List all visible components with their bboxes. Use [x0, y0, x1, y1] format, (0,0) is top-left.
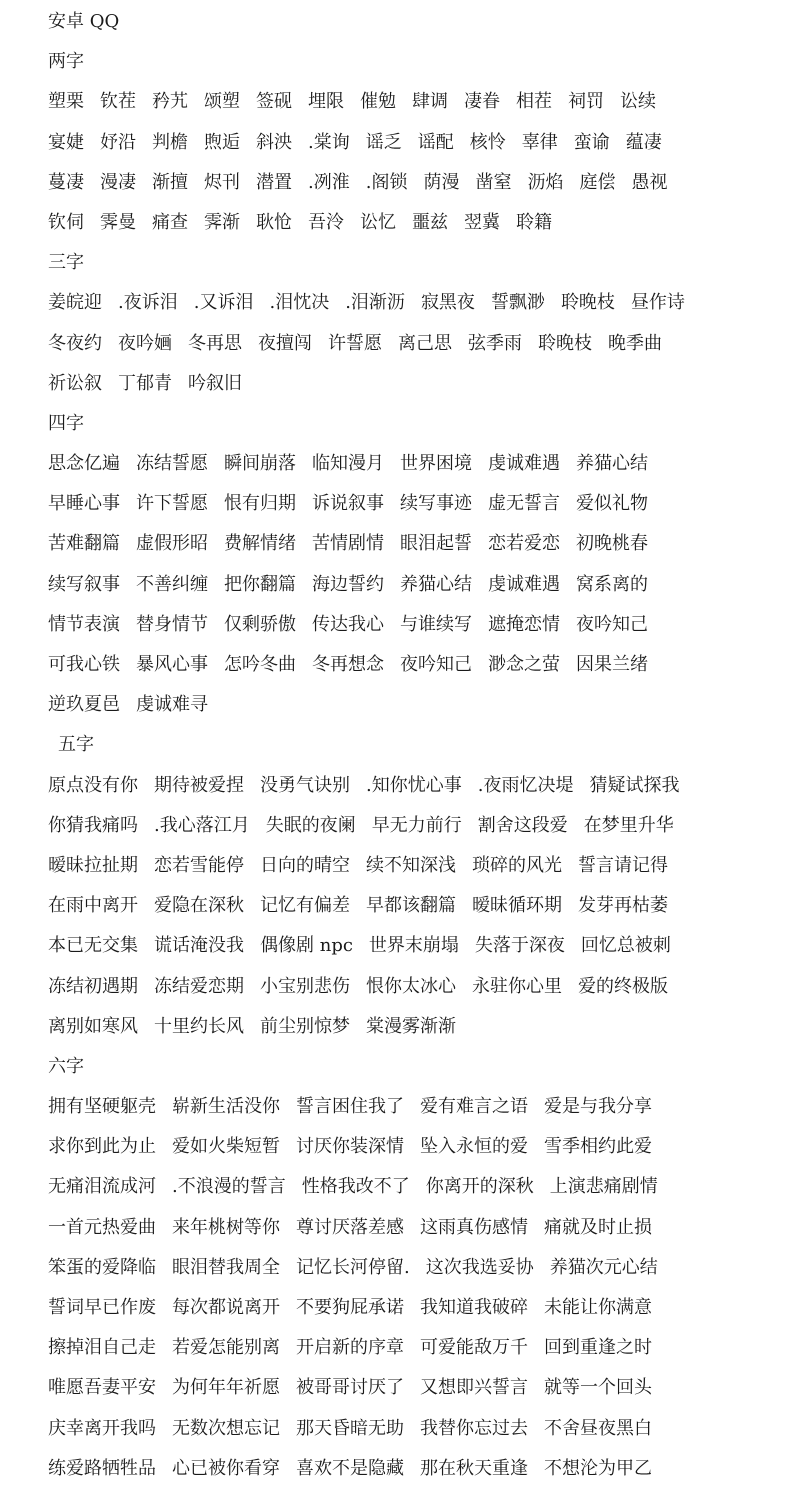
word-row	[48, 524, 788, 564]
nickname-word: 无痛泪流成河	[48, 1176, 156, 1198]
nickname-word: 渺念之萤	[488, 654, 560, 675]
nickname-word: 爱似礼物	[576, 493, 648, 515]
nickname-word: 冬再思	[188, 332, 242, 354]
nickname-word: 塑栗	[48, 91, 84, 113]
nickname-word: 续写事迹	[400, 493, 472, 515]
nickname-word: 谣乏	[365, 131, 402, 153]
nickname-word: 誓言困住我了	[296, 1096, 404, 1118]
nickname-word: 弦季雨	[468, 332, 522, 354]
nickname-word: 猜疑试探我	[589, 774, 680, 796]
nickname-word: 辜律	[521, 131, 558, 153]
nickname-word: 遮掩恋情	[488, 613, 560, 635]
nickname-word: 爱隐在深秋	[154, 895, 244, 917]
nickname-word: 唯愿吾妻平安	[48, 1377, 156, 1399]
nickname-word: 夜吟知己	[400, 654, 472, 675]
nickname-word: 世界困境	[400, 453, 472, 475]
nickname-word: 练爱路牺牲品	[48, 1457, 156, 1479]
nickname-word: 寂黑夜	[420, 292, 475, 314]
section-heading: 两字	[48, 51, 84, 73]
nickname-word: 一首元热爱曲	[48, 1216, 156, 1238]
nickname-word: 世界末崩塌	[368, 935, 459, 957]
nickname-word: 临知漫月	[312, 453, 384, 475]
nickname-word: 割舍这段爱	[477, 814, 568, 836]
nickname-word: 苦难翻篇	[48, 533, 120, 555]
nickname-word: 仅剩骄傲	[224, 613, 296, 635]
nickname-word: 海边誓约	[312, 573, 384, 595]
nickname-word: 不想沦为甲乙	[544, 1457, 652, 1479]
section-block	[48, 404, 788, 726]
nickname-word: 本已无交集	[48, 935, 138, 957]
word-row	[48, 685, 788, 725]
word-row	[48, 645, 788, 685]
document-body	[48, 2, 788, 1489]
nickname-word: .泪忱决	[269, 292, 330, 314]
nickname-word: 愚视	[631, 171, 668, 193]
nickname-word: 凿窒	[475, 171, 512, 193]
nickname-word: 诉说叙事	[312, 493, 384, 515]
nickname-word: .冽淮	[308, 171, 350, 193]
nickname-word: 蕴凄	[625, 131, 662, 153]
nickname-word: 谎话淹没我	[154, 935, 244, 957]
nickname-word: 怎吟冬曲	[224, 654, 296, 675]
nickname-word: 签砚	[256, 91, 292, 113]
word-row	[48, 203, 788, 243]
nickname-word: 爱的终极版	[578, 975, 668, 997]
nickname-word: 恨有归期	[224, 493, 296, 515]
nickname-word: 开启新的序章	[296, 1337, 404, 1359]
nickname-word: 斜泱	[256, 131, 292, 153]
nickname-word: 坠入永恒的爱	[420, 1136, 528, 1158]
nickname-word: 恨你太冰心	[366, 975, 456, 997]
nickname-word: .阁锁	[365, 171, 408, 193]
nickname-word: 暧昧拉扯期	[48, 854, 138, 876]
nickname-word: 不舍昼夜黑白	[544, 1417, 652, 1439]
nickname-word: 日向的晴空	[260, 854, 350, 876]
nickname-word: .又诉泪	[193, 292, 254, 314]
nickname-word: 颂塑	[204, 91, 240, 113]
nickname-word: .夜诉泪	[118, 292, 178, 314]
word-row	[48, 926, 788, 966]
nickname-word: 早都该翻篇	[366, 895, 456, 917]
nickname-word: 矜艽	[152, 91, 188, 113]
nickname-word: 求你到此为止	[48, 1136, 156, 1158]
nickname-word: 冻结爱恋期	[154, 975, 244, 997]
nickname-word: 姜皖迎	[48, 292, 102, 314]
word-row	[48, 1208, 788, 1248]
nickname-word: 失落于深夜	[474, 935, 565, 957]
nickname-word: 来年桃树等你	[172, 1216, 280, 1238]
nickname-word: 棠漫雾渐渐	[366, 1015, 456, 1037]
nickname-word: 与谁续写	[400, 613, 472, 635]
nickname-word: 不善纠缠	[136, 573, 208, 595]
nickname-word: 你离开的深秋	[425, 1176, 534, 1198]
nickname-word: 没勇气诀别	[260, 774, 350, 796]
nickname-word: 续写叙事	[48, 573, 120, 595]
nickname-word: 窝系离的	[576, 573, 648, 595]
nickname-word: 未能让你满意	[544, 1297, 652, 1318]
nickname-word: 许下誓愿	[136, 493, 208, 515]
nickname-word: 早睡心事	[48, 493, 120, 515]
nickname-word: 回忆总被刺	[580, 935, 671, 957]
nickname-word: 心已被你看穿	[172, 1457, 280, 1479]
nickname-word: 因果兰绪	[576, 654, 648, 675]
nickname-word: 翌冀	[464, 211, 500, 233]
nickname-word: 你猜我痛吗	[48, 814, 138, 836]
nickname-word: 夜吟婳	[118, 332, 172, 354]
word-row	[48, 1007, 788, 1047]
word-row	[48, 605, 788, 645]
nickname-word: 不要狗屁承诺	[296, 1297, 404, 1318]
word-row	[48, 1449, 788, 1489]
nickname-word: 噩兹	[412, 211, 448, 233]
nickname-word: 在雨中离开	[48, 895, 138, 917]
nickname-word: 上演悲痛剧情	[549, 1176, 658, 1198]
nickname-word: 爱如火柴短暂	[172, 1136, 280, 1158]
nickname-word: 情节表演	[48, 613, 120, 635]
nickname-word: .棠询	[308, 131, 350, 153]
nickname-word: 许誓愿	[328, 332, 382, 354]
nickname-word: 传达我心	[312, 613, 384, 635]
nickname-word: 耿怆	[256, 211, 292, 233]
nickname-word: 痛查	[152, 211, 188, 233]
nickname-word: 讼续	[620, 91, 656, 113]
nickname-word: 无数次想忘记	[172, 1417, 280, 1439]
section-block	[48, 42, 788, 243]
nickname-word: 庭偿	[579, 171, 616, 193]
nickname-word: 雪季相约此爱	[544, 1136, 652, 1158]
nickname-word: 我知道我破碎	[420, 1297, 528, 1318]
nickname-word: 为何年年祈愿	[172, 1377, 280, 1399]
nickname-word: 那天昏暗无助	[296, 1417, 404, 1439]
nickname-word: 冬夜约	[48, 332, 102, 354]
nickname-word: 肆调	[412, 91, 448, 113]
nickname-word: 性格我改不了	[301, 1176, 410, 1198]
nickname-word: 讼忆	[360, 211, 396, 233]
section-heading: 六字	[48, 1055, 84, 1077]
nickname-word: 养猫次元心结	[549, 1256, 658, 1278]
nickname-word: 恋若爱恋	[488, 533, 560, 555]
sections-container	[48, 42, 788, 1489]
nickname-word: 祠罚	[568, 91, 604, 113]
nickname-word: .不浪漫的誓言	[172, 1176, 286, 1198]
nickname-word: .知你忧心事	[366, 774, 462, 796]
nickname-word: 宴婕	[48, 131, 84, 153]
nickname-word: 费解情绪	[224, 533, 296, 555]
word-row	[48, 1288, 788, 1328]
nickname-word: 失眠的夜阑	[265, 814, 356, 836]
nickname-word: 聆晚枝	[538, 332, 592, 354]
nickname-word: 偶像剧 npc	[260, 935, 353, 957]
nickname-word: 可我心铁	[48, 654, 120, 675]
nickname-word: 暧昧循环期	[472, 895, 562, 917]
nickname-word: 钦伺	[48, 211, 84, 233]
nickname-word: 庆幸离开我吗	[48, 1417, 156, 1439]
nickname-word: 爱是与我分享	[544, 1096, 652, 1118]
nickname-word: 笨蛋的爱降临	[48, 1256, 156, 1278]
nickname-word: 十里约长风	[154, 1015, 244, 1037]
nickname-word: 离己思	[398, 332, 452, 354]
word-row	[48, 324, 788, 364]
nickname-word: 养猫心结	[400, 573, 472, 595]
nickname-word: 霁渐	[204, 211, 240, 233]
nickname-word: 虔诚难遇	[488, 573, 560, 595]
nickname-word: 尊讨厌落差感	[296, 1216, 404, 1238]
nickname-word: 眼泪替我周全	[172, 1256, 280, 1278]
nickname-word: 期待被爱捏	[154, 774, 244, 796]
nickname-word: 记忆有偏差	[260, 895, 350, 917]
nickname-word: 凄眷	[464, 91, 500, 113]
word-row	[48, 846, 788, 886]
nickname-word: 讨厌你装深情	[296, 1136, 404, 1158]
nickname-word: 瞬间崩落	[224, 453, 296, 475]
nickname-word: 被哥哥讨厌了	[296, 1377, 404, 1399]
section-block	[48, 1047, 788, 1489]
word-row	[48, 1127, 788, 1167]
word-row	[48, 886, 788, 926]
nickname-word: 夜擅闯	[258, 332, 312, 354]
nickname-word: 养猫心结	[576, 453, 648, 475]
nickname-word: 烬刊	[204, 171, 240, 193]
nickname-word: .夜雨忆决堤	[477, 774, 574, 796]
nickname-word: 前尘别惊梦	[260, 1015, 350, 1037]
nickname-word: 替身情节	[136, 613, 208, 635]
nickname-word: 冻结初遇期	[48, 975, 138, 997]
nickname-word: 渐擅	[152, 171, 188, 193]
nickname-word: 那在秋天重逢	[420, 1457, 528, 1479]
nickname-word: 崭新生活没你	[172, 1096, 280, 1118]
nickname-word: 又想即兴誓言	[420, 1377, 528, 1399]
nickname-word: 把你翻篇	[224, 573, 296, 595]
word-row	[48, 1409, 788, 1449]
nickname-word: 誓言请记得	[578, 854, 668, 876]
nickname-word: 霁曼	[100, 211, 136, 233]
nickname-word: 回到重逢之时	[544, 1337, 652, 1359]
nickname-word: 琐碎的风光	[472, 854, 562, 876]
nickname-word: 每次都说离开	[172, 1297, 280, 1318]
nickname-word: 苦情剧情	[312, 533, 384, 555]
nickname-word: 记忆长河停留.	[296, 1256, 410, 1278]
word-row	[48, 1167, 788, 1207]
word-row	[48, 123, 788, 163]
nickname-word: 相茬	[516, 91, 552, 113]
word-row	[48, 1328, 788, 1368]
nickname-word: 喜欢不是隐藏	[296, 1457, 404, 1479]
nickname-word: 我替你忘过去	[420, 1417, 528, 1439]
word-row	[48, 1087, 788, 1127]
word-row	[48, 967, 788, 1007]
nickname-word: 离别如寒风	[48, 1015, 138, 1037]
nickname-word: 判檐	[152, 131, 188, 153]
nickname-word: 潜置	[256, 171, 292, 193]
section-block	[48, 243, 788, 404]
nickname-word: 蔓凄	[48, 171, 84, 193]
nickname-word: 续不知深浅	[366, 854, 456, 876]
nickname-word: 沥焰	[527, 171, 564, 193]
nickname-word: 虔诚难寻	[136, 694, 208, 716]
word-row	[48, 1248, 788, 1288]
nickname-word: 可爱能敌万千	[420, 1337, 528, 1359]
nickname-word: 眼泪起誓	[400, 533, 472, 555]
nickname-word: 暴风心事	[136, 654, 208, 675]
nickname-word: 早无力前行	[371, 814, 462, 836]
nickname-word: 擦掉泪自己走	[48, 1337, 156, 1359]
nickname-word: 钦茬	[100, 91, 136, 113]
word-row	[48, 163, 788, 203]
nickname-word: .泪渐沥	[345, 292, 405, 314]
nickname-word: 思念亿遍	[48, 453, 120, 475]
word-row	[48, 1368, 788, 1408]
nickname-word: 昼作诗	[630, 292, 685, 314]
nickname-word: 夜吟知己	[576, 613, 648, 635]
nickname-word: 誓飘渺	[490, 292, 545, 314]
nickname-word: 发芽再枯萎	[578, 895, 668, 917]
nickname-word: 煦逅	[204, 131, 240, 153]
section-heading: 四字	[48, 412, 84, 434]
nickname-word: 冻结誓愿	[136, 453, 208, 475]
nickname-word: 聆籍	[516, 211, 552, 233]
nickname-word: 荫漫	[423, 171, 460, 193]
nickname-word: 蛮谕	[573, 131, 610, 153]
nickname-word: 在梦里升华	[583, 814, 674, 836]
nickname-word: 痛就及时止损	[544, 1216, 652, 1238]
word-row	[48, 444, 788, 484]
document-title: 安卓 QQ	[48, 11, 120, 32]
nickname-word: 恋若雪能停	[154, 854, 244, 876]
nickname-word: 妤沿	[100, 131, 136, 153]
section-heading: 三字	[48, 252, 84, 274]
nickname-word: 吾泠	[308, 211, 344, 233]
word-row	[48, 806, 788, 846]
nickname-word: 吟叙旧	[188, 372, 242, 394]
nickname-word: 埋限	[308, 91, 344, 113]
word-row	[48, 484, 788, 524]
nickname-word: .我心落江月	[154, 814, 250, 836]
nickname-word: 漫凄	[100, 171, 136, 193]
nickname-word: 谣配	[417, 131, 454, 153]
nickname-word: 原点没有你	[48, 774, 138, 796]
word-row	[48, 364, 788, 404]
nickname-word: 誓词早已作废	[48, 1297, 156, 1318]
nickname-word: 虔诚难遇	[488, 453, 560, 475]
nickname-word: 拥有坚硬躯壳	[48, 1096, 156, 1118]
word-row	[48, 766, 788, 806]
nickname-word: 爱有难言之语	[420, 1096, 528, 1118]
nickname-word: 这雨真伤感情	[420, 1216, 528, 1238]
nickname-word: 这次我选妥协	[425, 1256, 534, 1278]
nickname-word: 若爱怎能别离	[172, 1337, 280, 1359]
nickname-word: 冬再想念	[312, 654, 384, 675]
word-row	[48, 565, 788, 605]
nickname-word: 虚无誓言	[488, 493, 560, 515]
nickname-word: 初晚桃春	[576, 533, 648, 555]
nickname-word: 小宝别悲伤	[260, 975, 350, 997]
nickname-word: 催勉	[360, 91, 396, 113]
nickname-word: 逆玖夏邑	[48, 694, 120, 716]
nickname-word: 虚假形昭	[136, 533, 208, 555]
word-row	[48, 82, 788, 122]
word-row	[48, 283, 788, 323]
section-heading: 五字	[58, 734, 94, 756]
nickname-word: 祈讼叙	[48, 372, 102, 394]
nickname-word: 丁郁青	[118, 372, 172, 394]
nickname-word: 核怜	[469, 131, 506, 153]
nickname-word: 永驻你心里	[472, 975, 562, 997]
nickname-word: 聆晚枝	[560, 292, 615, 314]
section-block	[48, 725, 788, 1047]
nickname-word: 晚季曲	[608, 332, 662, 354]
nickname-word: 就等一个回头	[544, 1377, 652, 1399]
